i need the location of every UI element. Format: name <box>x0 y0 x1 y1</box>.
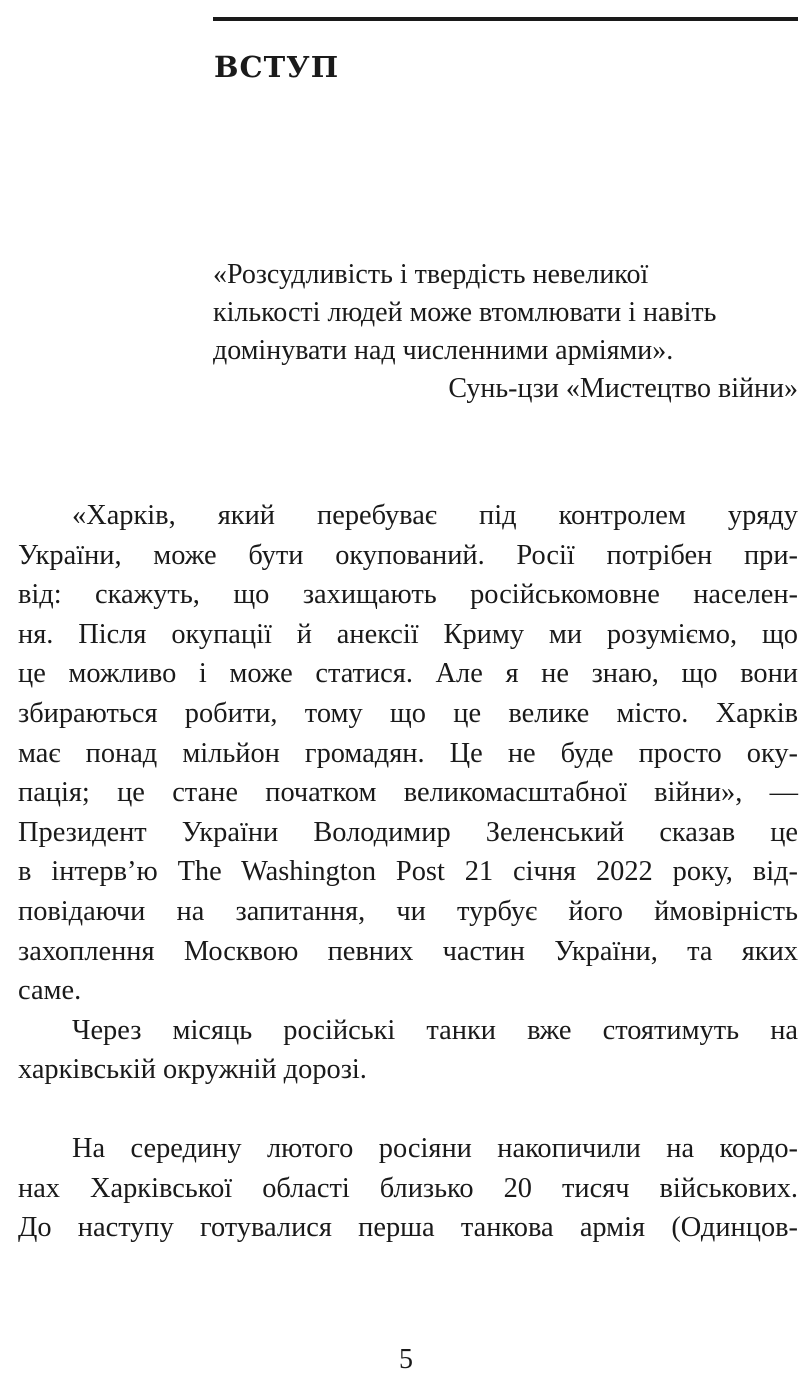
text-line: саме. <box>18 975 82 1007</box>
text-line: повідаючи на запитання, чи турбує його ймовірність <box>18 895 798 927</box>
text-line: в інтерв’ю The Washington Post 21 січня 2022 року, від- <box>18 856 798 888</box>
top-rule <box>213 17 798 21</box>
text-line: пація; це стане початком великомасштабної війни», — <box>18 777 798 809</box>
text-line: нах Харківської області близько 20 тисяч військових. <box>18 1172 798 1204</box>
text-line: На середину лютого росіяни накопичили на кордо- <box>72 1132 798 1164</box>
text-line: До наступу готувалися перша танкова армія (Одинцов- <box>18 1212 798 1244</box>
epigraph <box>213 256 798 408</box>
page-number: 5 <box>399 1344 413 1375</box>
epigraph-line: кількості людей може втомлювати і навіть <box>213 297 717 328</box>
text-line: Через місяць російські танки вже стоятимуть на <box>72 1014 798 1046</box>
paragraph <box>18 496 798 1011</box>
paragraph <box>18 1129 798 1248</box>
epigraph-line: домінувати над численними арміями». <box>213 335 674 366</box>
epigraph-line: «Розсудливість і твердість невеликої <box>213 259 649 290</box>
chapter-title: ВСТУП <box>214 50 340 84</box>
text-line: України, може бути окупований. Росії потрібен при- <box>18 539 798 571</box>
body-text <box>18 496 798 1248</box>
paragraph-gap <box>18 1090 798 1129</box>
text-line: це можливо і може статися. Але я не знаю, що вони <box>18 658 798 690</box>
text-line: збираються робити, тому що це велике місто. Харків <box>18 697 798 729</box>
text-line: має понад мільйон громадян. Це не буде просто оку- <box>18 737 798 769</box>
text-line: Президент України Володимир Зеленський сказав це <box>18 816 798 848</box>
paragraph <box>18 1011 798 1090</box>
text-line: захоплення Москвою певних частин України, та яких <box>18 935 798 967</box>
text-line: ня. Після окупації й анексії Криму ми розуміємо, що <box>18 618 798 650</box>
text-line: харківській окружній дорозі. <box>18 1054 367 1086</box>
epigraph-source: Сунь-цзи «Мистецтво війни» <box>448 373 798 404</box>
text-line: «Харків, який перебуває під контролем уряду <box>72 500 798 531</box>
text-line: від: скажуть, що захищають російськомовне населен- <box>18 579 798 611</box>
